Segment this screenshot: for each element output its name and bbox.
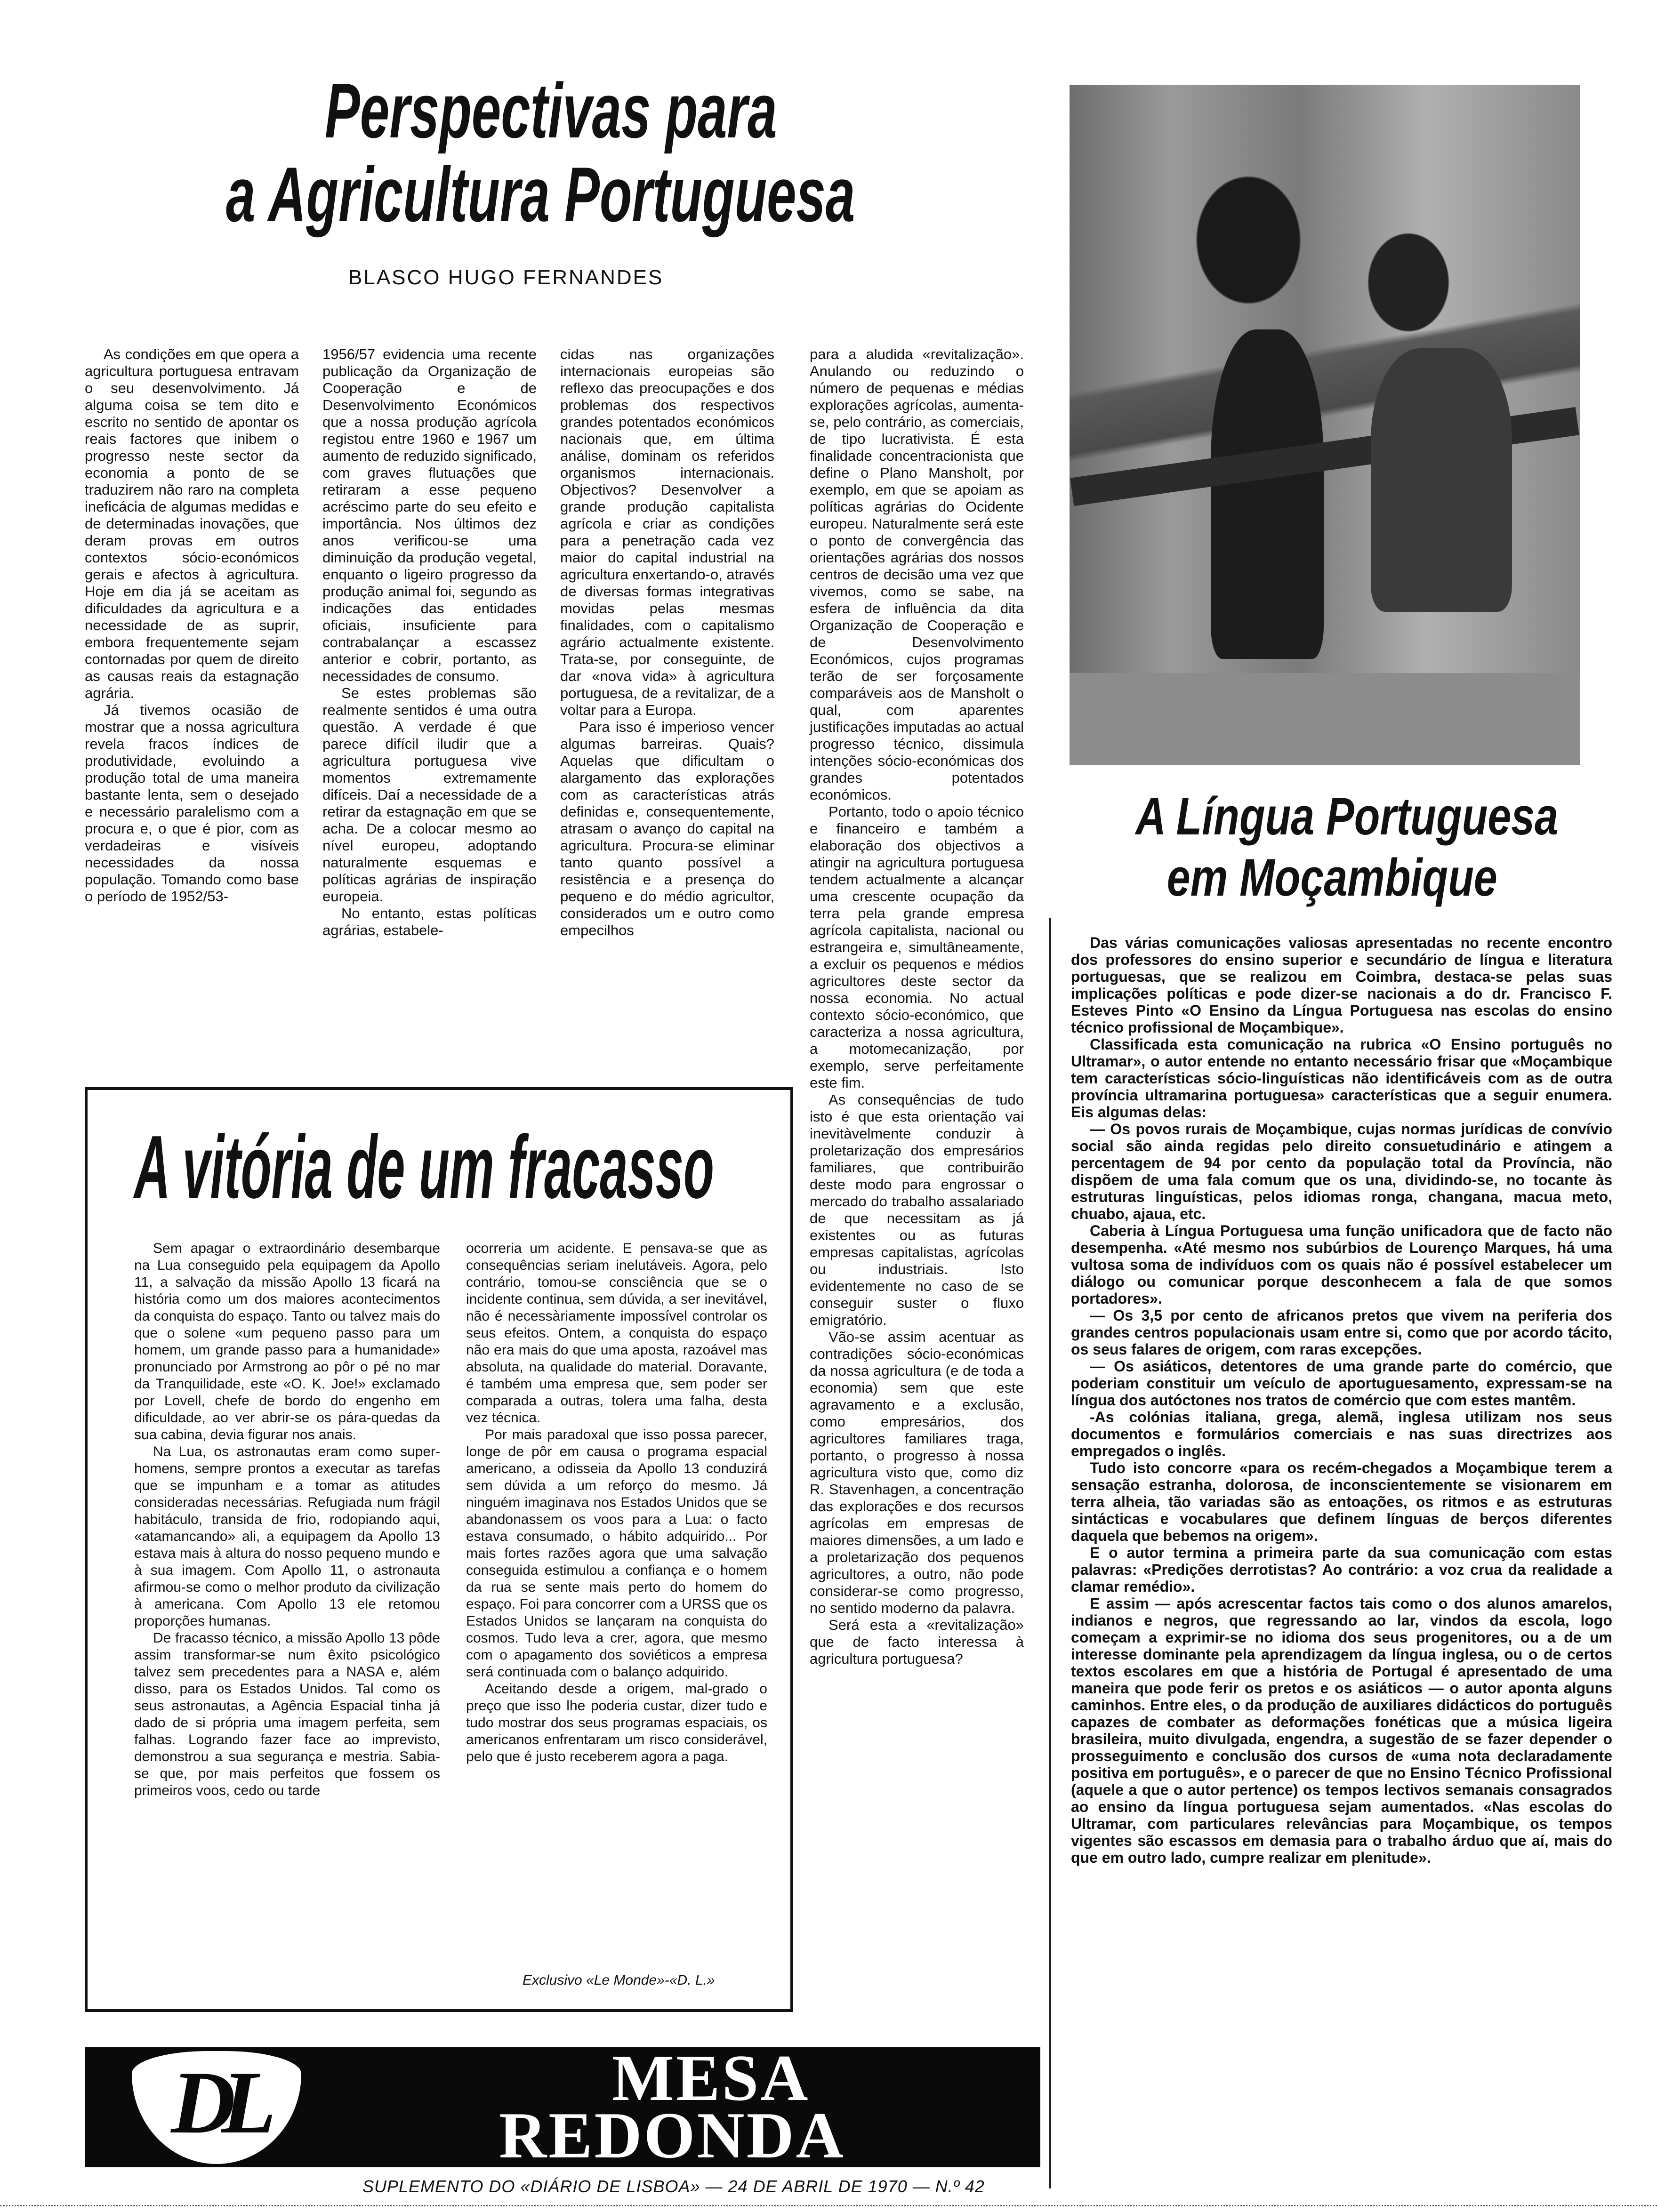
paragraph: Será esta a «revitalização» que de facto interessa à agricultura portuguesa? [810,1617,1024,1667]
paragraph: Sem apagar o extraordinário desembarque na Lua conseguido pela equipagem da Apollo 11, a salvação da missão Apollo 13 ficará na história como um dos maiores acontecimentos da conquista do espaço. Tanto ou talvez mais do que o solene «um pequeno passo para um homem, um grande passo para a humanidade» pronunciado por Armstrong ao pôr o pé no mar da Tranquilidade, este «O. K. Joe!» exclamado por Lovell, chefe de bordo do engenho em dificuldade, ao ver abrir-se os pára-quedas da sua cabina, devia figurar nos anais. [134,1241,440,1443]
dl-logo [132,2051,301,2164]
banner-redonda: REDONDA [499,2099,845,2172]
paragraph: E o autor termina a primeira parte da sua comunicação com estas palavras: «Predições derrotistas? Ao contrário: a voz crua da realidade a clamar remédio». [1071,1544,1612,1595]
paragraph: No entanto, estas políticas agrárias, estabele- [322,905,537,938]
paragraph: para a aludida «revitalização». Anulando ou reduzindo o número de pequenas e médias explorações agrícolas, aumenta-se, pelo contrário, as comerciais, de tipo lucrativista. É esta finalidade concentracionista que define o Plano Mansholt, por exemplo, em que se apoiam as políticas agrárias do Ocidente europeu. Naturalmente será este o ponto de convergência das orientações agrárias dos nossos centros de decisão uma vez que vivemos, como se sabe, na esfera de influência da dita Organização de Cooperação e de Desenvolvimento Económicos, cujos programas terão de ser forçosamente comparáveis aos de Mansholt o qual, com aparentes justificações imputadas ao actual progresso técnico, dissimula intenções sócio-económicas dos grandes potentados económicos. [810,346,1024,803]
paragraph: As condições em que opera a agricultura portuguesa entravam o seu desenvolvimento. Já alguma coisa se tem dito e escrito no sentido de apontar os reais factores que inibem o progresso neste sector da economia a ponto de se traduzirem não raro na completa ineficácia de algumas medidas e de determinadas inovações, que deram provas em outros contextos sócio-económicos gerais e afectos à agricultura. Hoje em dia já se aceitam as dificuldades da agricultura e a necessidade de as suprir, embora frequentemente sejam contornadas por quem de direito as causas reais da estagnação agrária. [85,346,299,701]
paragraph: Por mais paradoxal que isso possa parecer, longe de pôr em causa o programa espacial americano, a odisseia da Apollo 13 conduzirá sem dúvida a um reforço do mesmo. Já ninguém imaginava nos Estados Unidos que se abandonassem os voos para a Lua: o facto estava consumado, o hábito adquirido... Por mais fortes razões agora que uma salvação conseguida estimulou a confiança e o homem da rua se sente mais perto do homem do espaço. Foi para concorrer com a URSS que os Estados Unidos se lançaram na conquista do cosmos. Tudo leva a crer, agora, que mesmo com o apagamento dos soviéticos a empresa será continuada com o balanço adquirido. [466,1427,767,1680]
headline-lingua-line1: A Língua Portuguesa [1135,787,1558,846]
paragraph: Das várias comunicações valiosas apresentadas no recente encontro dos professores do ensino superior e secundário de língua e literatura portuguesas, que se realizou em Coimbra, destaca-se pelas suas implicações políticas e pode dizer-se nacionais a do dr. Francisco F. Esteves Pinto «O Ensino da Língua Portuguesa nas escolas do ensino técnico profissional de Moçambique». [1071,934,1612,1036]
paragraph: Na Lua, os astronautas eram como super-homens, sempre prontos a executar as tarefas que se impunham e a tomar as atitudes consideradas necessárias. Refugiada num frágil habitáculo, transida de frio, rodopiando aqui, «atamancando» ali, a equipagem da Apollo 13 estava mais à altura do nosso pequeno mundo e à sua imagem. Com Apollo 11, o astronauta afirmou-se como o melhor produto da civilização à americana. Com Apollo 13 ele retomou proporções humanas. [134,1444,440,1629]
agricultura-column-4 [810,346,1024,1667]
paragraph: E assim — após acrescentar factos tais como o dos alunos amarelos, indianos e negros, que regressando ao lar, vindos da escola, logo começam a exprimir-se no idioma dos seus progenitores, ou a de um interesse dominante pela aprendizagem da língua inglesa, ou o de certos textos escolares em que a história de Portugal é apresentado de uma maneira que pode ferir os pretos e os asiáticos — o autor aponta alguns caminhos. Entre eles, o da produção de auxiliares didácticos do português capazes de combater as deformações fonéticas que a música ligeira brasileira, muito divulgada, engendra, a sugestão de se fazer depender o prosseguimento e conclusão dos cursos de «uma nota declaradamente positiva em português», e o parecer de que no Ensino Técnico Profissional (aquele a que o autor pertence) os tempos lectivos semanais consagrados ao ensino da língua portuguesa sejam aumentados. «Nas escolas do Ultramar, com particulares relevâncias para Moçambique, os tempos vigentes são escassos em demasia para o trabalho árduo que aí, mais do que em outro lado, cumpre realizar em plenitude». [1071,1595,1612,1866]
paragraph: Tudo isto concorre «para os recém-chegados a Moçambique terem a sensação estranha, dolorosa, de inconscientemente se visionarem em terra alheia, tão variadas são as entoações, os ritmos e as estruturas sintácticas e vocabulares que definem línguas de berços diferentes daquela que bebemos na origem». [1071,1459,1612,1544]
author-byline: BLASCO HUGO FERNANDES [348,266,664,289]
headline-agricultura-line1: Perspectivas para [325,67,777,154]
headline-lingua-line2: em Moçambique [1166,848,1497,907]
paragraph: cidas nas organizações internacionais europeias são reflexo das preocupações e dos problemas dos respectivos grandes potentados económicos nacionais que, em última análise, dominam os referidos organismos internacionais. Objectivos? Desenvolver a grande produção capitalista agrícola e criar as condições para a penetração cada vez maior do capital industrial na agricultura enxertando-o, através de diversas formas integrativas movidas pelas mesmas finalidades, com o capitalismo agrário actualmente existente. Trata-se, por conseguinte, de dar «nova vida» à agricultura portuguesa, de a revitalizar, de a voltar para a Europa. [560,346,774,718]
vitoria-signature: Exclusivo «Le Monde»-«D. L.» [523,1972,715,1988]
vitoria-column-2 [466,1240,767,1765]
agricultura-column-3 [560,346,774,939]
headline-agricultura-line2: a Agricultura Portuguesa [226,151,855,238]
mesa-redonda-banner [85,2042,1040,2172]
paragraph: Já tivemos ocasião de mostrar que a nossa agricultura revela fracos índices de produtividade, evoluindo a produção total de uma maneira bastante lenta, sem o desejado e necessário paralelismo com a procura e, o que é pior, com as verdadeiras e visíveis necessidades da nossa população. Tomando como base o período de 1952/53- [85,702,299,905]
column-rule [1049,918,1051,2188]
paragraph: Se estes problemas são realmente sentidos é uma outra questão. A verdade é que parece difícil iludir que a agricultura portuguesa vive momentos extremamente difíceis. Daí a necessidade de a retirar da estagnação em que se acha. De a colocar mesmo ao nível europeu, adoptando naturalmente esquemas e políticas agrárias de inspiração europeia. [322,685,537,905]
headline-vitoria: A vitória de um fracasso [134,1117,714,1217]
paragraph: Para isso é imperioso vencer algumas barreiras. Quais? Aquelas que dificultam o alargamento das explorações com as características atrás definidas e, consequentemente, atrasam o avanço do capital na agricultura. Procura-se eliminar tanto quanto possível a resistência e a presença do pequeno e do médio agricultor, considerados um e outro como empecilhos [560,719,774,938]
paragraph: -As colónias italiana, grega, alemã, inglesa utilizam nos seus documentos e formulários comerciais e nas suas directrizes aos empregados o inglês. [1071,1409,1612,1459]
lingua-column [1071,934,1612,1866]
bottom-rule [0,2205,1657,2206]
paragraph: 1956/57 evidencia uma recente publicação da Organização de Cooperação e de Desenvolvimento Económicos que a nossa produção agrícola registou entre 1960 e 1967 um aumento de reduzido significado, com graves flutuações que retiraram a esse pequeno acréscimo parte do seu efeito e importância. Nos últimos dez anos verificou-se uma diminuição da produção vegetal, enquanto o ligeiro progresso da produção animal foi, segundo as indicações das entidades oficiais, insuficiente para contrabalançar a escassez anterior e cobrir, portanto, as necessidades de consumo. [322,346,537,684]
agricultura-column-2 [322,346,537,939]
paragraph: Classificada esta comunicação na rubrica «O Ensino português no Ultramar», o autor entende no entanto necessário frisar que «Moçambique tem características sócio-linguísticas não identificáveis com as de outra província ultramarina portuguesa» características que a seguir enumera. Eis algumas delas: [1071,1036,1612,1121]
paragraph: Aceitando desde a origem, mal-grado o preço que isso lhe poderia custar, dizer tudo e tudo mostrar dos seus programas espaciais, os americanos enfrentaram um risco considerável, pelo que é justo receberem agora a paga. [466,1681,767,1764]
banner-mesa: MESA [612,2042,810,2115]
paragraph: — Os asiáticos, detentores de uma grande parte do comércio, que poderiam constituir um veículo de aportuguesamento, expressam-se na língua dos autóctones nos tratos de comércio que com estes mantêm. [1071,1358,1612,1409]
footer-publication-line: SUPLEMENTO DO «DIÁRIO DE LISBOA» — 24 DE ABRIL DE 1970 — N.º 42 [362,2177,985,2196]
paragraph: — Os povos rurais de Moçambique, cujas normas jurídicas de convívio social são ainda regidas pelo direito consuetudinário e atingem a percentagem de 94 por cento da população total da Província, não dispõem de uma fala comum que os una, dividindo-se, no tocante às estruturas linguísticas, pelos idiomas ronga, changana, macua meto, chuabo, ajaua, etc. [1071,1121,1612,1222]
photo-figure [1211,329,1324,659]
paragraph: De fracasso técnico, a missão Apollo 13 pôde assim transformar-se num êxito psicológico talvez sem precedentes para a NASA e, além disso, para os Estados Unidos. Tal como os seus astronautas, a Agência Espacial tinha já dado de si própria uma imagem perfeita, sem falhas. Logrando fazer face ao imprevisto, demonstrou a sua segurança e mestria. Sabia-se que, por mais perfeitos que fossem os primeiros voos, cedo ou tarde [134,1630,440,1798]
photo-children-at-school-desks [1070,85,1580,765]
agricultura-column-1 [85,346,299,905]
photo-figure [1371,348,1512,612]
paragraph: — Os 3,5 por cento de africanos pretos que vivem na periferia dos grandes centros populacionais usam entre si, como que por acordo tácito, os seus falares de origem, com raras excepções. [1071,1307,1612,1358]
headline-lingua [1083,786,1582,908]
paragraph: Vão-se assim acentuar as contradições sócio-económicas da nossa agricultura (e de toda a economia) sem que este agravamento e a exclusão, como empresários, dos agricultores familiares traga, portanto, o progresso à nossa agricultura visto que, como diz R. Stavenhagen, a concentração das explorações e dos recursos agrícolas em empresas de maiores dimensões, a um lado e a proletarização dos pequenos agricultores, a outro, não pode considerar-se como progresso, no sentido moderno da palavra. [810,1329,1024,1616]
paragraph: Caberia à Língua Portuguesa uma função unificadora que de facto não desempenha. «Até mesmo nos subúrbios de Lourenço Marques, há uma vultosa soma de indivíduos com os quais não é possível estabelecer um diálogo ou comunicar porque desconhecem a fala de que somos portadores». [1071,1222,1612,1307]
paragraph: ocorreria um acidente. E pensava-se que as consequências seriam inelutáveis. Agora, pelo contrário, tomou-se consciência que se o incidente continua, sem dúvida, a ser inevitável, não é necessàriamente impossível controlar os seus efeitos. Ontem, a conquista do espaço não era mais do que uma aposta, razoável mas absoluta, na qualidade do material. Doravante, é também uma empresa que, sem poder ser comparada a outras, tolera uma falha, desta vez técnica. [466,1241,767,1426]
paragraph: Portanto, todo o apoio técnico e financeiro e também a elaboração dos objectivos a atingir na agricultura portuguesa tendem actualmente a alcançar uma crescente ocupação da terra pela grande empresa agrícola capitalista, nacional ou estrangeira e, simultâneamente, a excluir os pequenos e médios agricultores deste sector da nossa economia. No actual contexto sócio-económico, que caracteriza a nossa agricultura, a motomecanização, por exemplo, serve perfeitamente este fim. [810,803,1024,1091]
vitoria-column-1 [134,1240,440,1799]
dl-logo-text: DL [171,2053,262,2152]
paragraph: As consequências de tudo isto é que esta orientação vai inevitàvelmente conduzir à proletarização dos empresários familiares, que contribuirão deste modo para engrossar o mercado do trabalho assalariado de que necessitam as já existentes ou as futuras empresas capitalistas, agrícolas ou industriais. Isto evidentemente no caso de se conseguir suster o fluxo emigratório. [810,1091,1024,1328]
photo-floor [1070,673,1580,765]
